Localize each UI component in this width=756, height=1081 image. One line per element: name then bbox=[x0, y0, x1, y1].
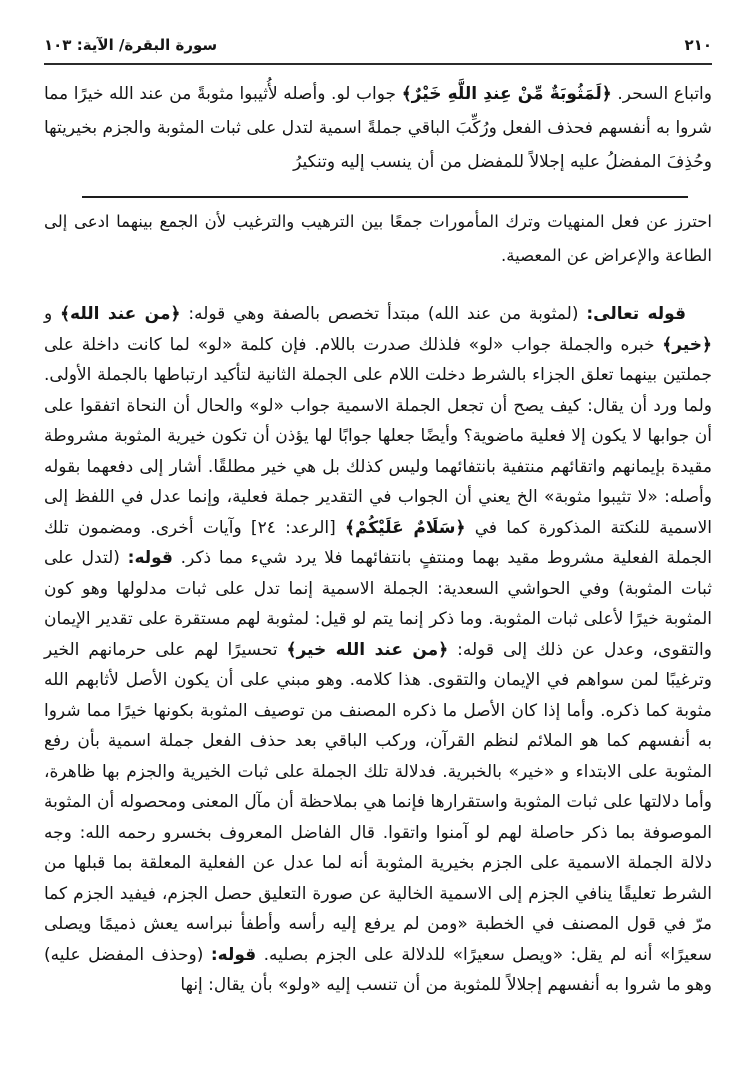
quran-quote: ﴿خير﴾ bbox=[662, 334, 712, 355]
commentary-paragraph bbox=[44, 299, 712, 1001]
text-run: خبره والجملة جواب «لو» فلذلك صدرت باللام. فإن كلمة «لو» لما كانت داخلة على جملتين بينهما تعلق الجزاء بالشرط دخلت اللام على الجملة الثانية لتأكيد ارتباطها بالجملة الأولى. ولما ورد أن يقال: كيف يصح أن تجعل الجملة الاسمية جواب «لو» والحال أن النحاة اتفقوا على أن جوابها لا يكون إلا فعلية ماضوية؟ وأيضًا جعلها جوابًا لها يؤذن أن تكون خيرية المثوبة مشروطة مقيدة بإيمانهم واتقائهم منتفية بانتفائهما وليس كذلك بل هي خير مطلقًا. أشار إلى دفعهما بقوله وأصله: «لا تثيبوا مثوبة» الخ يعني أن الجواب في التقدير جملة فعلية، وإنما عدل في اللفظ إلى الاسمية للنكتة المذكورة كما في bbox=[44, 334, 712, 538]
text-run: (لتدل على ثبات المثوبة) وفي الحواشي السعدية: الجملة الاسمية إنما تدل على ثبات مدلولها وهو كون المثوبة خيرًا لأعلى ثبات المثوبة. وما ذكر إنما يتم لو قيل: لمثوبة لهم مستقرة على تقدير الإيمان والتقوى، وعدل عن ذلك إلى قوله: bbox=[44, 548, 712, 660]
quran-quote: ﴿من عند الله﴾ bbox=[60, 304, 181, 324]
footnote-paragraph: احترز عن فعل المنهيات وترك المأمورات جمعًا بين الترهيب والترغيب لأن الجمع بينهما ادعى إلى الطاعة والإعراض عن المعصية. bbox=[44, 212, 712, 265]
lemma-label: قوله تعالى: bbox=[586, 304, 686, 324]
quran-quote: ﴿لَمَثُوبَةٌ مِّنْ عِندِ اللَّهِ خَيْرٌ﴾ bbox=[401, 84, 612, 104]
text-run: (وحذف المفضل عليه) وهو ما شروا به أنفسهم إجلالاً للمثوبة من أن تنسب إليه «ولو» بأن يقال: إنها bbox=[44, 944, 712, 995]
footnote-separator bbox=[82, 196, 688, 198]
chapter-title: سورة البقرة/ الآية: ١٠٣ bbox=[44, 36, 218, 54]
quran-quote: ﴿من عند الله خير﴾ bbox=[286, 639, 449, 660]
page-number: ٢١٠ bbox=[684, 36, 712, 54]
lemma-label: قوله: bbox=[210, 944, 257, 965]
page-header bbox=[44, 34, 712, 56]
quran-quote: ﴿سَلَامٌ عَلَيْكُمْ﴾ bbox=[345, 517, 466, 538]
text-run: و bbox=[44, 304, 61, 324]
text-run: واتباع السحر. bbox=[611, 84, 712, 104]
tafsir-continuation-paragraph bbox=[44, 77, 712, 179]
lemma-label: قوله: bbox=[127, 548, 173, 568]
text-run: (لمثوبة من عند الله) مبتدأ تخصص بالصفة وهي قوله: bbox=[180, 304, 587, 324]
text-run: [الرعد: ٢٤] وآيات أخرى. ومضمون تلك الجملة الفعلية مشروط مقيد بهما ومنتفٍ بانتفائهما فلا يرد شيء مما ذكر. bbox=[44, 517, 712, 568]
text-run: تحسيرًا لهم على حرمانهم الخير وترغيبًا لمن سواهم في الإيمان والتقوى. هذا كلامه. وهو مبني على أن يكون الأصل لأثابهم الله مثوبة كما ذكره. وأما إذا كان الأصل ما ذكره المصنف من توصيف المثوبة بكونها خيرًا مما شروا به أنفسهم كما هو الملائم لنظم القرآن، وركب الباقي بعد حذف الفعل جملة اسمية بأن رفع المثوبة على الابتداء و «خير» بالخبرية. فدلالة تلك الجملة على ثبات الخيرية والجزم بها ظاهرة، وأما دلالتها على ثبات المثوبة واستقرارها فإنما هي بملاحظة أن مآل المعنى ومحصوله أن المثوبة الموصوفة بما ذكر حاصلة لهم لو آمنوا واتقوا. قال الفاضل المعروف بخسرو رحمه الله: وجه دلالة الجملة الاسمية على الجزم بخيرية المثوبة أنه لما عدل عن الفعلية المعلقة بما قبلها من الشرط تعليقًا ينافي الجزم إلى الاسمية الخالية عن صورة التعليق حصل الجزم، فيفيد الجزم كما مرّ في قول المصنف في الخطبة «ومن لم يرفع إليه رأسه وأطفأ نبراسه يعش ذميمًا ويصلى سعيرًا» أنه لم يقل: «ويصل سعيرًا» للدلالة على الجزم بصليه. bbox=[44, 639, 713, 965]
text-run: جواب لو. وأصله لأُثيبوا مثوبةً من عند الله خيرًا مما شروا به أنفسهم فحذف الفعل ورُكِّبَ الباقي جملةً اسمية لتدل على ثبات المثوبة والجزم بخيريتها وحُذِفَ المفضلُ عليه إجلالاً للمفضل من أن ينسب إليه وتنكيرُ bbox=[44, 84, 712, 172]
header-rule bbox=[44, 63, 712, 65]
